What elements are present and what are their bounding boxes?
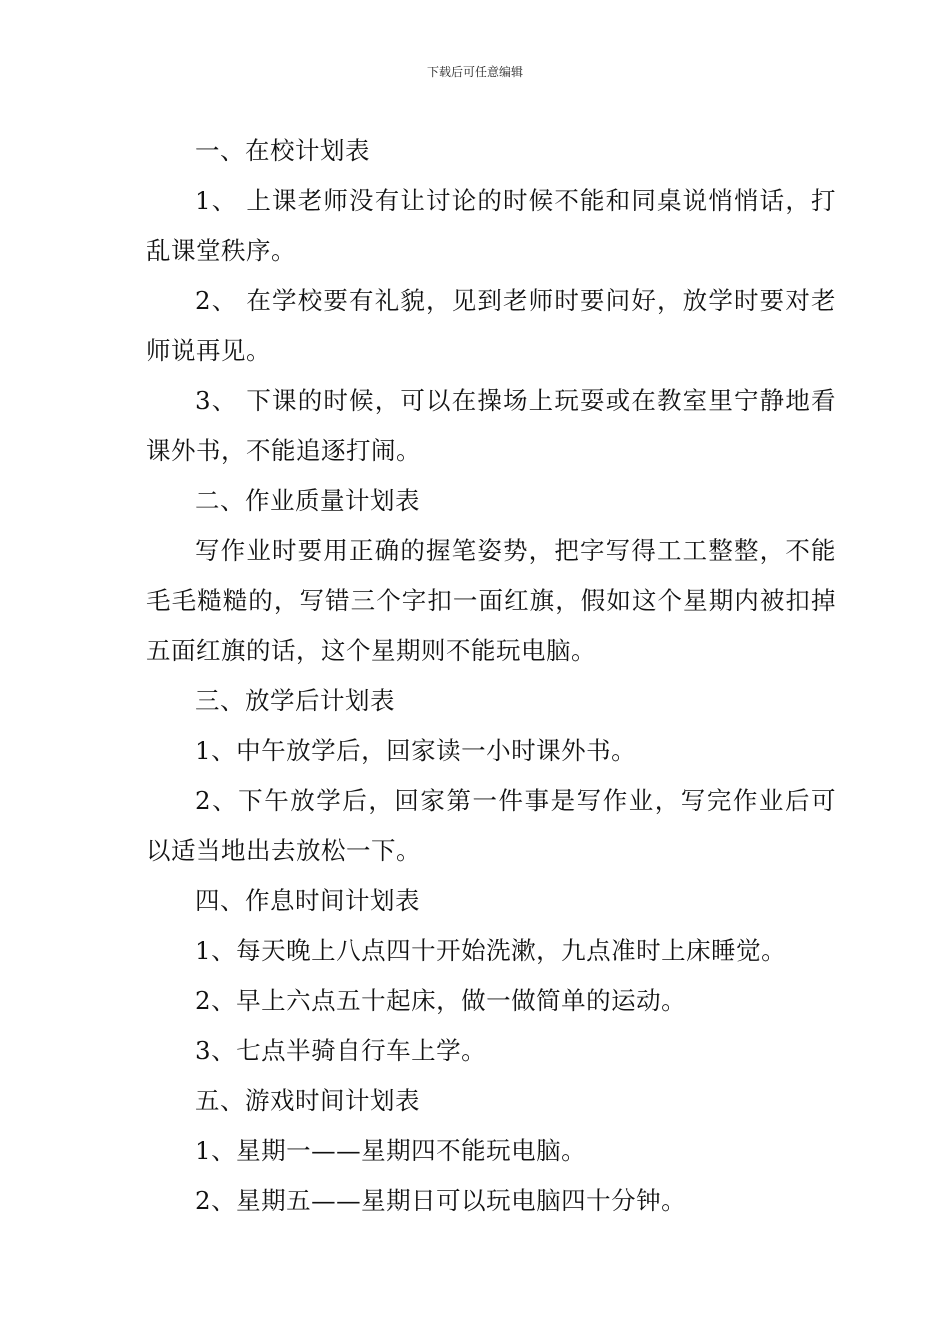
section-heading-after-school: 三、放学后计划表 [195,686,395,715]
schedule-rule-1: 1、每天晚上八点四十开始洗漱，九点准时上床睡觉。 [195,936,787,965]
game-time-rule-2: 2、星期五——星期日可以玩电脑四十分钟。 [195,1186,687,1215]
after-school-rule-1: 1、中午放学后，回家读一小时课外书。 [195,736,637,765]
document-body [146,126,836,1226]
school-rule-1: 1、 上课老师没有让讨论的时候不能和同桌说悄悄话，打乱课堂秩序。 [146,186,836,265]
section-heading-homework: 二、作业质量计划表 [195,486,420,515]
homework-rule: 写作业时要用正确的握笔姿势，把字写得工工整整，不能毛毛糙糙的，写错三个字扣一面红旗，假如这个星期内被扣掉五面红旗的话，这个星期则不能玩电脑。 [146,536,836,665]
section-heading-schedule: 四、作息时间计划表 [195,886,420,915]
after-school-rule-2: 2、下午放学后，回家第一件事是写作业，写完作业后可以适当地出去放松一下。 [146,786,836,865]
section-heading-school: 一、在校计划表 [195,136,370,165]
page-header: 下载后可任意编辑 [426,65,523,79]
schedule-rule-2: 2、早上六点五十起床，做一做简单的运动。 [195,986,687,1015]
section-heading-game-time: 五、游戏时间计划表 [195,1086,420,1115]
game-time-rule-1: 1、星期一——星期四不能玩电脑。 [195,1136,587,1165]
school-rule-2: 2、 在学校要有礼貌，见到老师时要问好，放学时要对老师说再见。 [146,286,836,365]
schedule-rule-3: 3、七点半骑自行车上学。 [195,1036,487,1065]
school-rule-3: 3、 下课的时候，可以在操场上玩耍或在教室里宁静地看课外书，不能追逐打闹。 [146,386,836,465]
